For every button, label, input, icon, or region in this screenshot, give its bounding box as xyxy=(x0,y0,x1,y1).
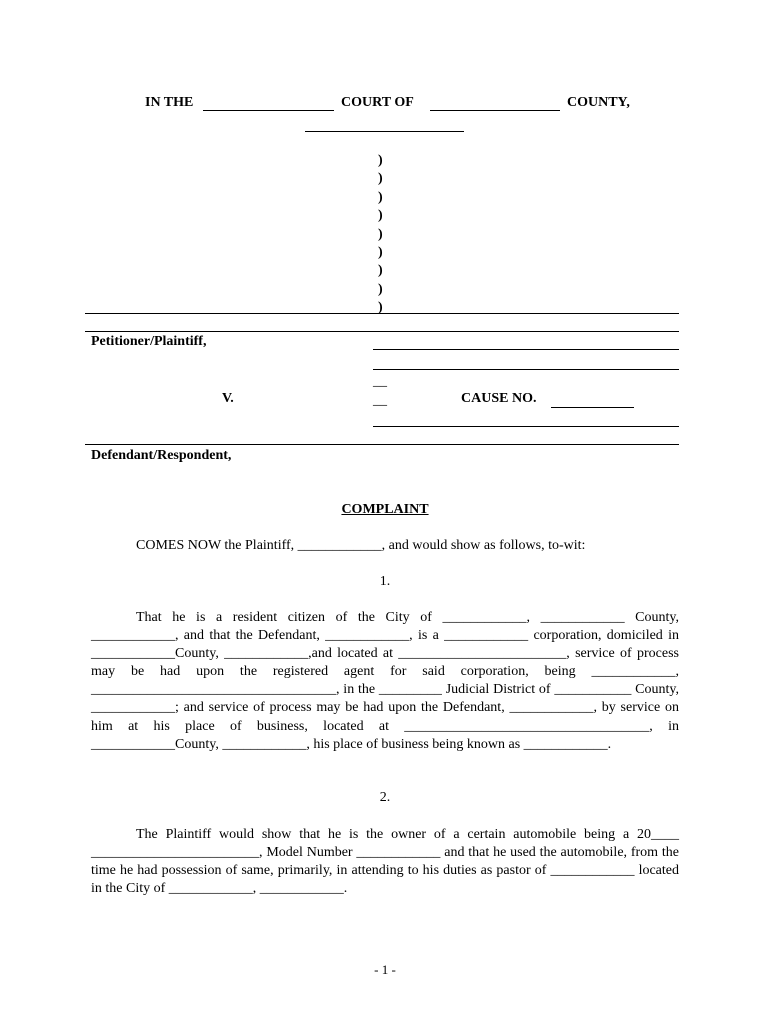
caption-line-full-2 xyxy=(85,331,679,332)
paren: ) xyxy=(378,300,383,316)
paren: ) xyxy=(378,281,383,297)
document-title-text: COMPLAINT xyxy=(341,502,429,517)
header-county: COUNTY, xyxy=(567,95,630,110)
caption-short-blank-2: __ xyxy=(373,393,387,408)
caption-right-line-3 xyxy=(373,426,679,427)
paren: ) xyxy=(378,263,383,279)
paren: ) xyxy=(378,208,383,224)
cause-no-label: CAUSE NO. xyxy=(461,391,537,406)
section-paragraph xyxy=(91,609,679,754)
header-state-blank xyxy=(305,131,464,132)
page-number: - 1 - xyxy=(374,962,396,977)
caption-right-line-2 xyxy=(373,369,679,370)
paren: ) xyxy=(378,226,383,242)
section-text: That he is a resident citizen of the City of ____________, ____________ County, ____________, and that the Defendant, ____________, is a ____________ corporation, domiciled in ____________County, ____________,and located at ________________________, service of process may be had upon the registered agent for said corporation, being ____________, ___________________________________, in the _________ Judicial District of ___________ County, ____________; and service of process may be had upon the Defendant, ____________, by service on him at his place of business, located at ___________________________________, in ____________County, ____________, his place of business being known as ____________. xyxy=(91,610,679,752)
versus-label: V. xyxy=(222,391,234,406)
header-in-the: IN THE xyxy=(145,95,194,110)
header-county-blank xyxy=(430,110,560,111)
header-court-of: COURT OF xyxy=(341,95,414,110)
caption-line-full xyxy=(85,313,679,314)
paren: ) xyxy=(378,153,383,168)
caption-short-blank-1: __ xyxy=(373,374,387,389)
cause-no-blank xyxy=(551,407,634,408)
paren: ) xyxy=(378,171,383,187)
caption-paren-column xyxy=(378,152,388,318)
paren: ) xyxy=(378,189,383,205)
section-text: The Plaintiff would show that he is the owner of a certain automobile being a 20____ ________________________, Model Number ____________ and that he used the automobile, from the time he had possession of same, primarily, in attending to his duties as pastor of ____________ located in the City of ____________, ____________. xyxy=(91,827,679,897)
caption-line-full-3 xyxy=(85,444,679,445)
intro-paragraph: COMES NOW the Plaintiff, ____________, and would show as follows, to-wit: xyxy=(136,538,586,553)
paren: ) xyxy=(378,245,383,261)
document-title xyxy=(91,502,679,518)
section-number: 1. xyxy=(379,574,391,589)
section-paragraph xyxy=(91,826,679,898)
header-court-blank xyxy=(203,110,334,111)
defendant-label: Defendant/Respondent, xyxy=(91,448,232,463)
petitioner-label: Petitioner/Plaintiff, xyxy=(91,334,207,349)
caption-right-line-1 xyxy=(373,349,679,350)
section-number: 2. xyxy=(379,790,391,805)
